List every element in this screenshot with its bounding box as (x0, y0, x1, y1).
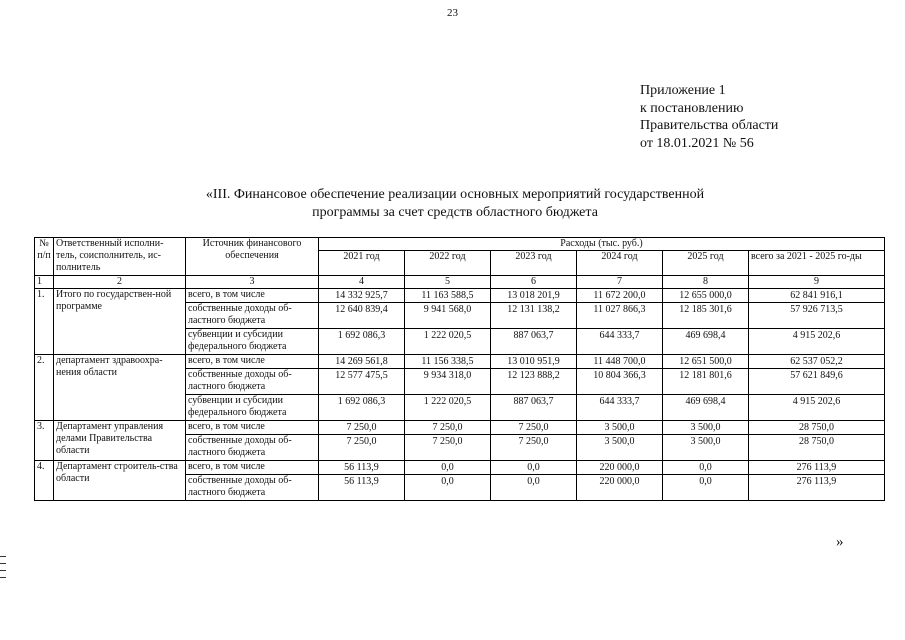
value-cell: 13 018 201,9 (491, 289, 577, 303)
header-row (35, 238, 885, 251)
value-cell: 3 500,0 (577, 435, 663, 461)
value-cell: 7 250,0 (319, 435, 405, 461)
value-cell: 220 000,0 (577, 461, 663, 475)
column-number-row (35, 276, 885, 289)
col-number: 2 (54, 276, 186, 289)
executor-cell: Департамент управления делами Правительства области (54, 421, 186, 461)
table-row (35, 421, 885, 435)
header-source: Источник финансового обеспечения (186, 238, 319, 276)
value-cell: 0,0 (405, 475, 491, 501)
total-cell: 62 537 052,2 (749, 355, 885, 369)
col-number: 3 (186, 276, 319, 289)
total-cell: 28 750,0 (749, 435, 885, 461)
value-cell: 887 063,7 (491, 329, 577, 355)
header-year: 2021 год (319, 251, 405, 276)
header-executor: Ответственный исполни-тель, соисполнитель, ис-полнитель (54, 238, 186, 276)
value-cell: 7 250,0 (319, 421, 405, 435)
value-cell: 9 934 318,0 (405, 369, 491, 395)
col-number: 1 (35, 276, 54, 289)
value-cell: 0,0 (405, 461, 491, 475)
row-number: 2. (35, 355, 54, 421)
source-cell: всего, в том числе (186, 461, 319, 475)
header-year-total: всего за 2021 - 2025 го-ды (749, 251, 885, 276)
value-cell: 1 222 020,5 (405, 329, 491, 355)
value-cell: 644 333,7 (577, 329, 663, 355)
value-cell: 644 333,7 (577, 395, 663, 421)
col-number: 7 (577, 276, 663, 289)
value-cell: 12 185 301,6 (663, 303, 749, 329)
value-cell: 14 332 925,7 (319, 289, 405, 303)
title-line: программы за счет средств областного бюджета (312, 205, 598, 220)
value-cell: 0,0 (491, 461, 577, 475)
document-title (150, 186, 760, 222)
col-number: 4 (319, 276, 405, 289)
appendix-block (640, 82, 778, 152)
value-cell: 9 941 568,0 (405, 303, 491, 329)
appendix-line: Приложение 1 (640, 83, 726, 98)
appendix-line: к постановлению (640, 100, 744, 116)
value-cell: 12 123 888,2 (491, 369, 577, 395)
value-cell: 11 027 866,3 (577, 303, 663, 329)
value-cell: 7 250,0 (405, 435, 491, 461)
source-cell: всего, в том числе (186, 289, 319, 303)
value-cell: 3 500,0 (663, 435, 749, 461)
value-cell: 0,0 (491, 475, 577, 501)
value-cell: 12 651 500,0 (663, 355, 749, 369)
value-cell: 1 692 086,3 (319, 329, 405, 355)
value-cell: 12 577 475,5 (319, 369, 405, 395)
value-cell: 12 640 839,4 (319, 303, 405, 329)
header-year: 2025 год (663, 251, 749, 276)
value-cell: 1 222 020,5 (405, 395, 491, 421)
col-number: 9 (749, 276, 885, 289)
value-cell: 11 163 588,5 (405, 289, 491, 303)
value-cell: 220 000,0 (577, 475, 663, 501)
value-cell: 7 250,0 (405, 421, 491, 435)
value-cell: 12 181 801,6 (663, 369, 749, 395)
value-cell: 3 500,0 (577, 421, 663, 435)
value-cell: 0,0 (663, 475, 749, 501)
source-cell: собственные доходы об-ластного бюджета (186, 303, 319, 329)
source-cell: собственные доходы об-ластного бюджета (186, 369, 319, 395)
table-row (35, 355, 885, 369)
value-cell: 1 692 086,3 (319, 395, 405, 421)
closing-quote: » (836, 534, 844, 550)
value-cell: 11 156 338,5 (405, 355, 491, 369)
source-cell: собственные доходы об-ластного бюджета (186, 435, 319, 461)
value-cell: 12 131 138,2 (491, 303, 577, 329)
total-cell: 57 621 849,6 (749, 369, 885, 395)
value-cell: 13 010 951,9 (491, 355, 577, 369)
value-cell: 0,0 (663, 461, 749, 475)
total-cell: 276 113,9 (749, 461, 885, 475)
financing-table (34, 237, 885, 501)
source-cell: субвенции и субсидии федерального бюджета (186, 329, 319, 355)
executor-cell: департамент здравоохра-нения области (54, 355, 186, 421)
value-cell: 3 500,0 (663, 421, 749, 435)
total-cell: 57 926 713,5 (749, 303, 885, 329)
appendix-line: от 18.01.2021 № 56 (640, 135, 754, 151)
row-number: 3. (35, 421, 54, 461)
title-line: «III. Финансовое обеспечение реализации основных мероприятий государственной (205, 187, 705, 202)
col-number: 8 (663, 276, 749, 289)
total-cell: 4 915 202,6 (749, 329, 885, 355)
source-cell: собственные доходы об-ластного бюджета (186, 475, 319, 501)
value-cell: 7 250,0 (491, 421, 577, 435)
value-cell: 11 448 700,0 (577, 355, 663, 369)
row-number: 4. (35, 461, 54, 501)
total-cell: 276 113,9 (749, 475, 885, 501)
value-cell: 887 063,7 (491, 395, 577, 421)
row-number: 1. (35, 289, 54, 355)
value-cell: 11 672 200,0 (577, 289, 663, 303)
header-num: № п/п (35, 238, 54, 276)
margin-mark (0, 556, 6, 584)
value-cell: 56 113,9 (319, 475, 405, 501)
header-year: 2022 год (405, 251, 491, 276)
page-number: 23 (447, 7, 458, 19)
header-expenses: Расходы (тыс. руб.) (319, 238, 885, 251)
source-cell: субвенции и субсидии федерального бюджета (186, 395, 319, 421)
appendix-line: Правительства области (640, 118, 779, 133)
table-row (35, 461, 885, 475)
value-cell: 7 250,0 (491, 435, 577, 461)
value-cell: 14 269 561,8 (319, 355, 405, 369)
source-cell: всего, в том числе (186, 421, 319, 435)
value-cell: 469 698,4 (663, 395, 749, 421)
col-number: 6 (491, 276, 577, 289)
value-cell: 10 804 366,3 (577, 369, 663, 395)
col-number: 5 (405, 276, 491, 289)
header-year: 2023 год (491, 251, 577, 276)
total-cell: 28 750,0 (749, 421, 885, 435)
value-cell: 12 655 000,0 (663, 289, 749, 303)
total-cell: 62 841 916,1 (749, 289, 885, 303)
value-cell: 469 698,4 (663, 329, 749, 355)
executor-cell: Департамент строитель-ства области (54, 461, 186, 501)
source-cell: всего, в том числе (186, 355, 319, 369)
executor-cell: Итого по государствен-ной программе (54, 289, 186, 355)
total-cell: 4 915 202,6 (749, 395, 885, 421)
table-row (35, 289, 885, 303)
header-year: 2024 год (577, 251, 663, 276)
value-cell: 56 113,9 (319, 461, 405, 475)
